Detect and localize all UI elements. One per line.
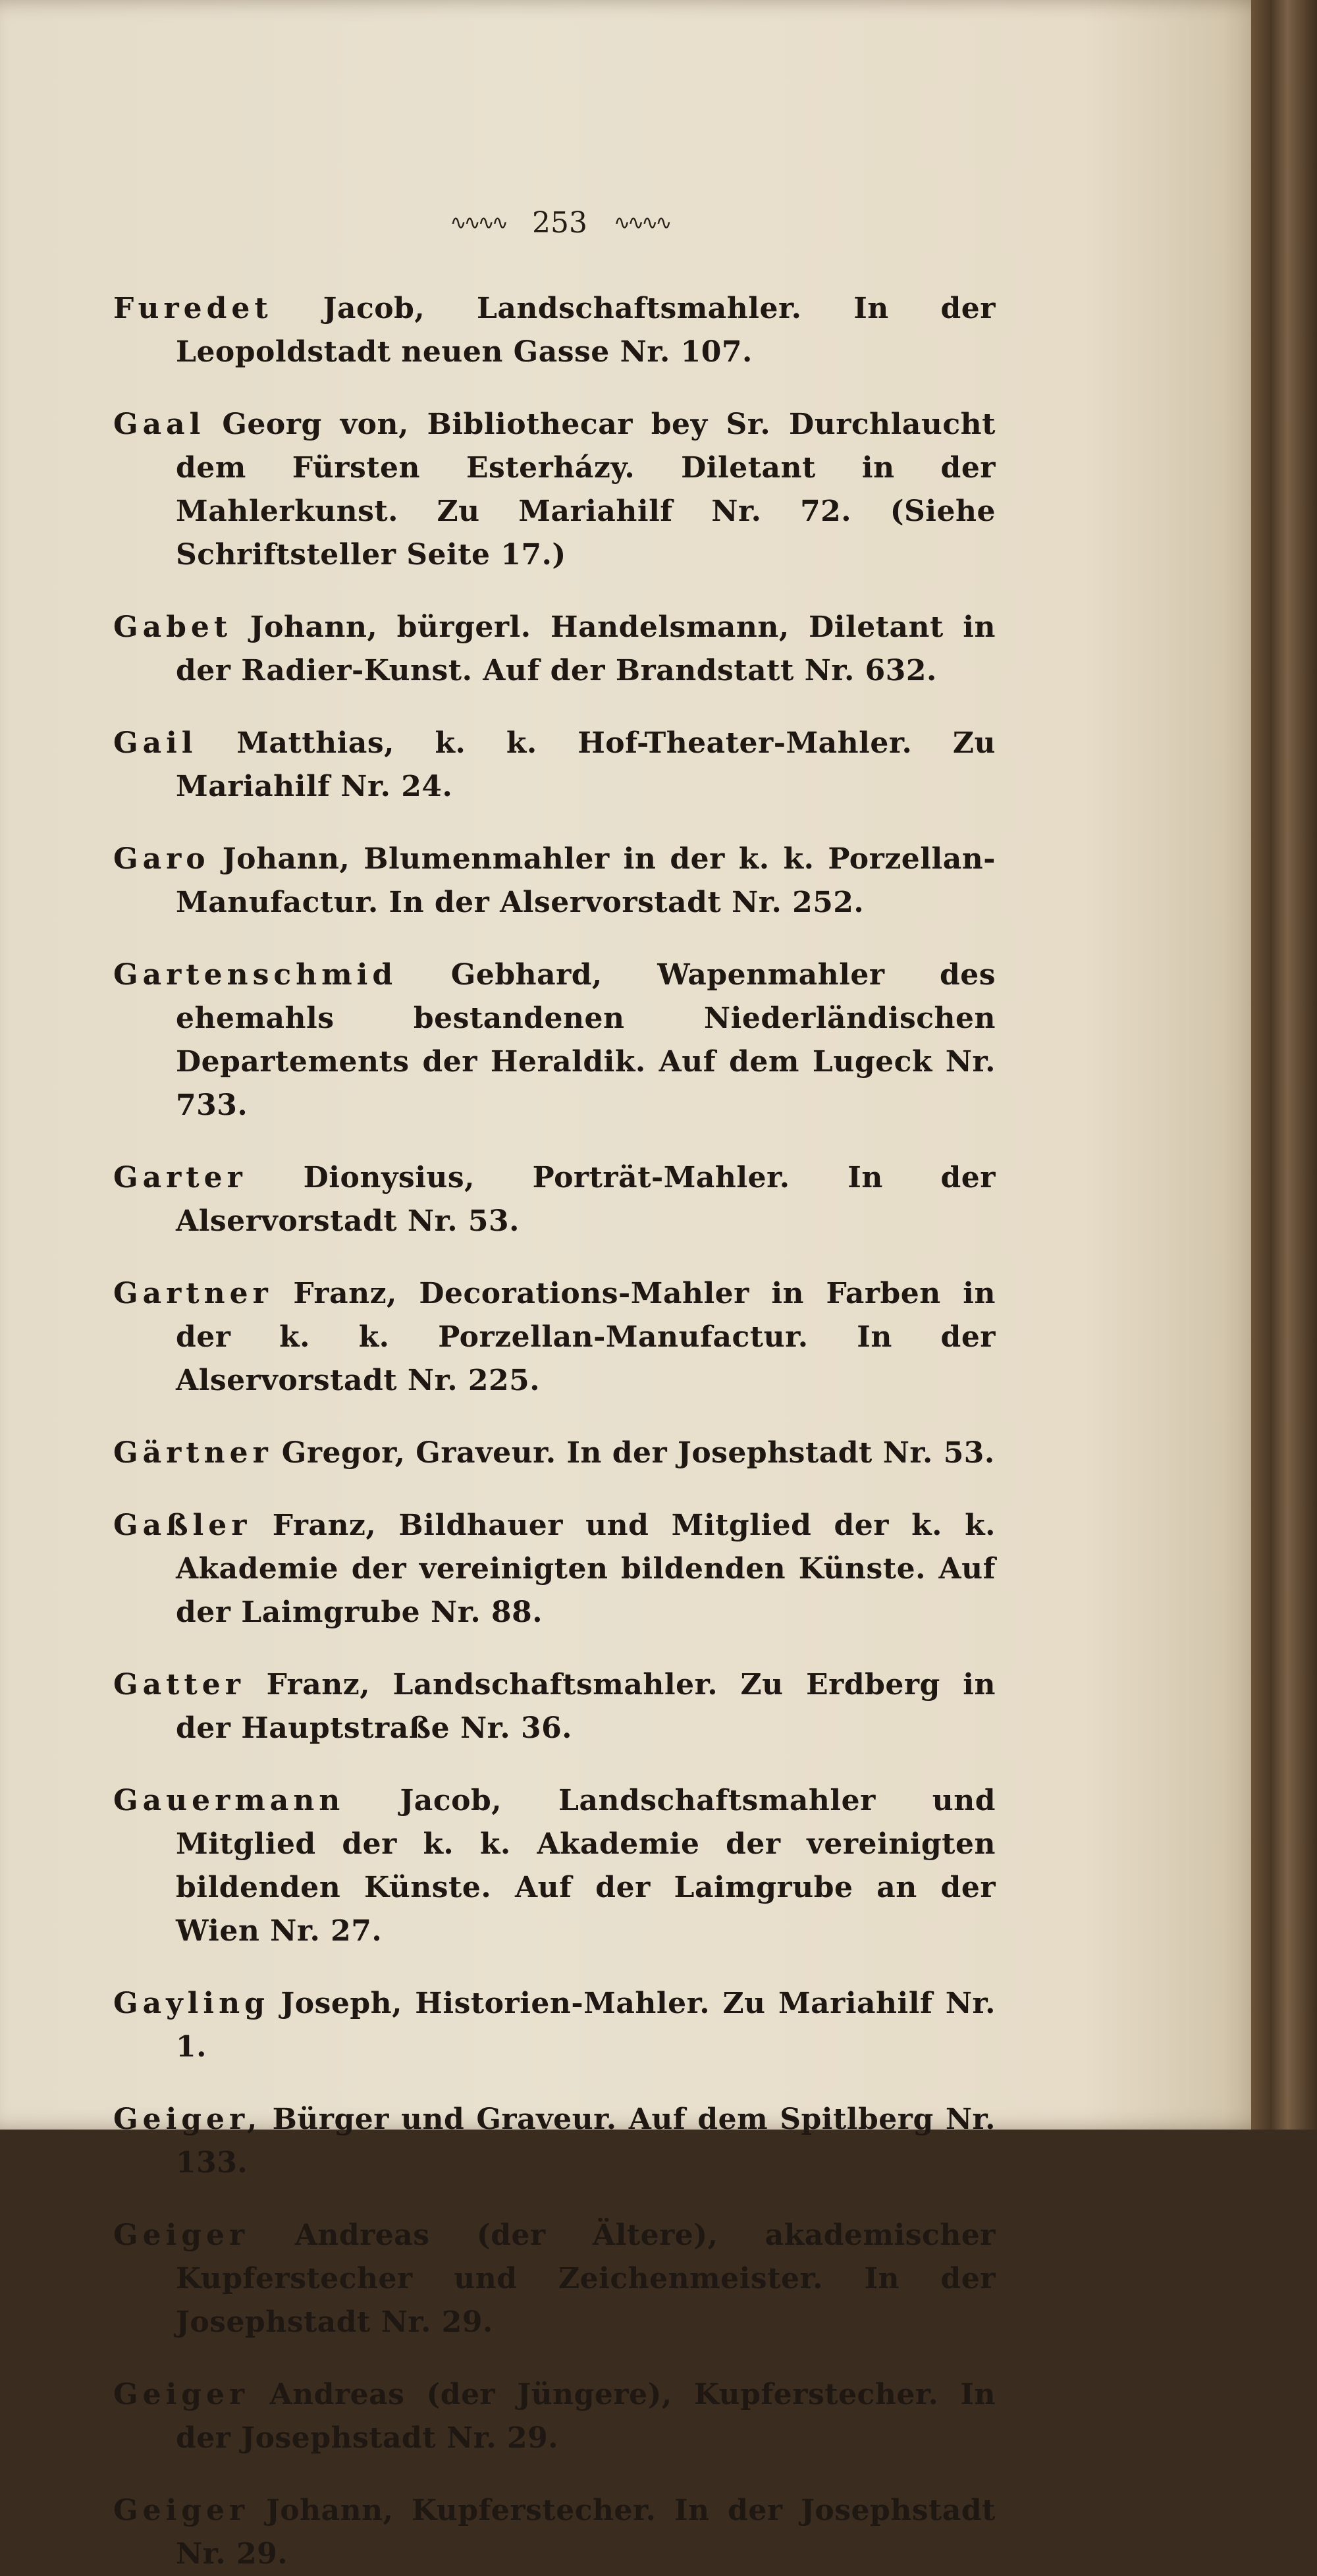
entry-text: Andreas (der Jüngere), Kupferstecher. In der Josephstadt Nr. 29. [176,2378,996,2455]
entry-name: Gartenschmid [113,958,398,992]
entry-text: Johann, bürgerl. Handelsmann, Diletant in der Radier-Kunst. Auf der Brandstatt Nr. 632. [176,610,996,687]
entry-gassler [113,1504,996,1634]
entry-name: Garter [113,1161,247,1194]
entry-text: Jacob, Landschaftsmahler und Mitglied der k. k. Akademie der vereinigten bildenden Künste. Auf der Laimgrube an der Wien Nr. 27. [176,1784,996,1948]
entry-name: Gabet [113,610,232,644]
entry-text: Gebhard, Wapenmahler des ehemahls bestandenen Niederländischen Departements der Heraldik. Auf dem Lugeck Nr. 733. [176,958,996,1122]
entry-text: Matthias, k. k. Hof-Theater-Mahler. Zu Mariahilf Nr. 24. [176,726,996,803]
entry-name: Gaßler [113,1509,252,1542]
entry-text: Franz, Bildhauer und Mitglied der k. k. Akademie der vereinigten bildenden Künste. Auf der Laimgrube Nr. 88. [176,1509,996,1629]
entry-text: Jacob, Landschaftsmahler. In der Leopoldstadt neuen Gasse Nr. 107. [176,292,996,369]
entry-geiger-andreas-aeltere [113,2214,996,2344]
entry-text: Andreas (der Ältere), akademischer Kupferstecher und Zeichenmeister. In der Josephstadt Nr. 29. [176,2218,996,2339]
entry-garo [113,838,996,925]
entry-garter [113,1156,996,1243]
entry-text: Johann, Blumenmahler in der k. k. Porzellan-Manufactur. In der Alservorstadt Nr. 252. [176,842,996,919]
entry-gauermann [113,1779,996,1953]
entry-name: Geiger, [113,2103,262,2136]
entry-name: Geiger [113,2378,250,2411]
entry-name: Gauermann [113,1784,345,1817]
entry-name: Garo [113,842,210,876]
entry-gatter [113,1663,996,1750]
entry-text: Georg von, Bibliothecar bey Sr. Durchlaucht dem Fürsten Esterházy. Diletant in der Mahlerkunst. Zu Mariahilf Nr. 72. (Siehe Schriftsteller Seite 17.) [176,408,996,572]
entry-text: Franz, Decorations-Mahler in Farben in der k. k. Porzellan-Manufactur. In der Alservorstadt Nr. 225. [176,1277,996,1397]
entry-text: Bürger und Graveur. Auf dem Spitlberg Nr. 133. [176,2103,996,2180]
entry-name: Gail [113,726,198,760]
entry-name: Gatter [113,1668,245,1702]
entry-text: Joseph, Historien-Mahler. Zu Mariahilf Nr. 1. [176,1987,996,2064]
page-number: 253 [532,205,587,240]
entry-gaal [113,403,996,577]
entry-text: Gregor, Graveur. In der Josephstadt Nr. 53. [281,1436,995,1470]
entry-gayling [113,1982,996,2069]
entry-gabet [113,606,996,693]
entry-gaertner [113,1432,996,1475]
entry-gartner [113,1272,996,1403]
entry-name: Gayling [113,1987,269,2020]
entry-furedet [113,287,996,374]
entry-gartenschmid [113,953,996,1127]
entry-text: Johann, Kupferstecher. In der Josephstadt Nr. 29. [176,2494,996,2571]
entry-geiger-graveur [113,2098,996,2185]
entry-gail [113,722,996,809]
entry-name: Gartner [113,1277,273,1310]
entry-name: Geiger [113,2494,250,2527]
header-ornament-right: ∿∿∿∿ [613,211,670,234]
page-header [421,203,698,242]
entry-text: Dionysius, Porträt-Mahler. In der Alservorstadt Nr. 53. [176,1161,996,1238]
directory-entries [113,258,996,2576]
header-ornament-left: ∿∿∿∿ [450,211,506,234]
entry-geiger-johann [113,2489,996,2576]
entry-geiger-andreas-juengere [113,2373,996,2460]
entry-name: Geiger [113,2218,250,2252]
entry-name: Gaal [113,408,205,441]
entry-name: Gärtner [113,1436,273,1470]
book-page-edges [1251,0,1317,2130]
entry-name: Furedet [113,292,273,325]
entry-text: Franz, Landschaftsmahler. Zu Erdberg in der Hauptstraße Nr. 36. [176,1668,996,1745]
